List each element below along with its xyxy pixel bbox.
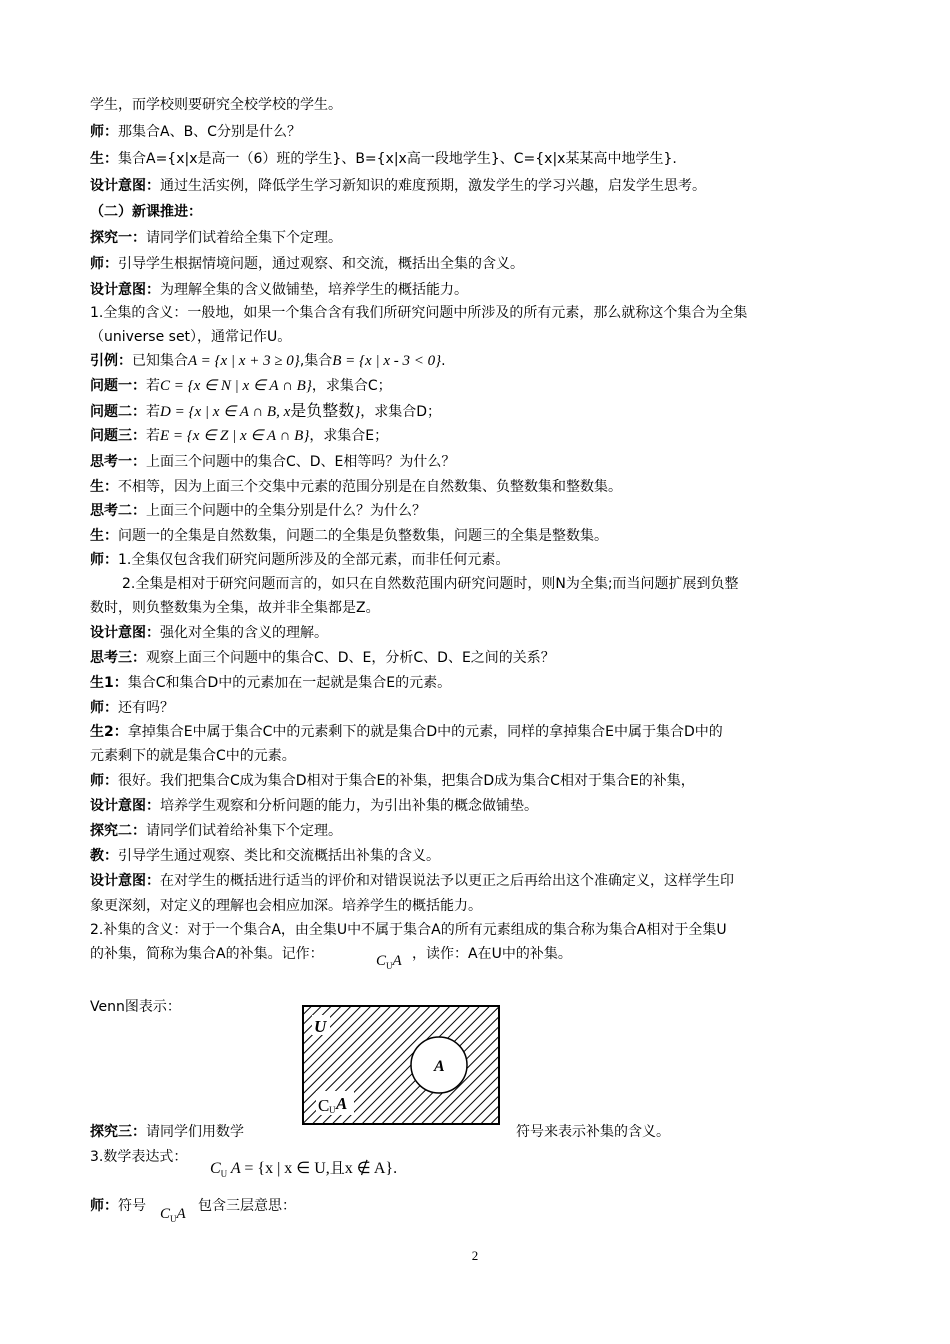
line-label: 生：: [90, 479, 118, 495]
text-line: [90, 795, 538, 817]
problem-one: 问题一：若C = {x ∈ N | x ∈ A ∩ B}，求集合C；: [90, 378, 392, 394]
line-text: 3.数学表达式：: [90, 1149, 188, 1165]
line-text: 引导学生通过观察、类比和交流概括出补集的含义。: [118, 848, 440, 864]
text-line: [90, 647, 555, 669]
line-text: 培养学生观察和分析问题的能力，为引出补集的概念做铺垫。: [160, 798, 538, 814]
line-text: 强化对全集的含义的理解。: [160, 625, 328, 641]
line-text: 拿掉集合E中属于集合C中的元素剩下的就是集合D中的元素，同样的拿掉集合E中属于集合D中的: [127, 724, 723, 740]
text-line: [90, 672, 451, 694]
set-A-expression: A = {x | x + 3 ≥ 0}: [188, 353, 300, 369]
text-line: [90, 721, 723, 743]
line-text: Venn图表示：: [90, 999, 181, 1015]
text-line: [90, 201, 202, 223]
text-line: [90, 549, 509, 571]
line-text: 1.全集的含义：一般地，如果一个集合含有我们所研究问题中所涉及的所有元素，那么就称这个集合为全集: [90, 305, 748, 321]
line-label: 思考一：: [90, 454, 146, 470]
line-label: 探究二：: [90, 823, 146, 839]
text-line: [90, 227, 342, 249]
complement-symbol: $C_UA$: [376, 953, 402, 971]
line-label: 生：: [90, 151, 118, 167]
line-text: 数时，则负整数集为全集，故并非全集都是Z。: [90, 600, 380, 616]
line-label: （二）新课推进：: [90, 204, 202, 220]
line-label: 思考三：: [90, 650, 146, 666]
problem-three: 问题三：若E = {x ∈ Z | x ∈ A ∩ B}，求集合E；: [90, 428, 389, 444]
line-text: 很好。我们把集合C成为集合D相对于集合E的补集，把集合D成为集合C相对于集合E的补集，: [118, 773, 695, 789]
line-text: （universe set），通常记作U。: [90, 329, 292, 345]
line-label: 师：: [90, 256, 118, 272]
text-line: [90, 279, 468, 301]
text-line: [90, 476, 622, 498]
line-label: 设计意图：: [90, 873, 160, 889]
text-line: [90, 500, 426, 522]
line-text: 上面三个问题中的集合C、D、E相等吗？为什么？: [146, 454, 456, 470]
line-text: 集合A={x|x是高一（6）班的学生}、B={x|x高一段地学生}、C={x|x某某高中地学生}.: [118, 151, 677, 167]
complement-label-sub: U: [329, 1105, 336, 1115]
complement-definition-line: 的补集，简称为集合A的补集。记作：: [90, 946, 324, 962]
line-text: 还有吗？: [118, 700, 174, 716]
line-text: 象更深刻，对定义的理解也会相应加深。培养学生的概括能力。: [90, 898, 482, 914]
set-E-expression: E = {x ∈ Z | x ∈ A ∩ B}: [160, 428, 310, 444]
text-line: [90, 451, 455, 473]
text-line: [90, 895, 482, 917]
text-line: [90, 253, 524, 275]
line-text: 不相等，因为上面三个交集中元素的范围分别是在自然数集、负整数集和整数集。: [118, 479, 622, 495]
text-line: [90, 175, 706, 197]
problem-two: 问题二：若D = {x | x ∈ A ∩ B, x是负整数}，求集合D；: [90, 401, 442, 420]
line-text: 请同学们试着给全集下个定理。: [146, 230, 342, 246]
line-text: 在对学生的概括进行适当的评价和对错误说法予以更正之后再给出这个准确定义，这样学生印: [160, 873, 734, 889]
line-label: 师：: [90, 700, 118, 716]
line-label: 设计意图：: [90, 282, 160, 298]
line-text: 1.全集仅包含我们研究问题所涉及的全部元素，而非任何元素。: [118, 552, 510, 568]
set-C-expression: C = {x ∈ N | x ∈ A ∩ B}: [160, 378, 312, 394]
text-line: [90, 697, 174, 719]
example-line: 引例：已知集合A = {x | x + 3 ≥ 0},集合B = {x | x - 3 < 0}.: [90, 353, 446, 369]
teacher-symbol-line: 师：符号: [90, 1198, 146, 1214]
text-line: [90, 148, 677, 170]
teacher-symbol-tail: 包含三层意思：: [198, 1198, 296, 1214]
text-line: [90, 770, 695, 792]
text-line: [90, 597, 380, 619]
text-line: [90, 302, 747, 324]
page-number: 2: [471, 1248, 479, 1263]
set-B-expression: B = {x | x - 3 < 0}: [332, 353, 442, 369]
line-text: 为理解全集的含义做铺垫，培养学生的概括能力。: [160, 282, 468, 298]
text-line: [90, 1146, 187, 1168]
text-line: [90, 326, 291, 348]
text-line: [90, 745, 296, 767]
explore-three-tail: 符号来表示补集的含义。: [516, 1124, 670, 1140]
line-label: 思考二：: [90, 503, 146, 519]
line-label: 生：: [90, 528, 118, 544]
line-label: 设计意图：: [90, 625, 160, 641]
line-text: 上面三个问题中的全集分别是什么？为什么？: [146, 503, 426, 519]
line-text: 引导学生根据情境问题，通过观察、和交流，概括出全集的含义。: [118, 256, 524, 272]
text-line: [90, 820, 342, 842]
line-text: 通过生活实例，降低学生学习新知识的难度预期，激发学生的学习兴趣，启发学生思考。: [160, 178, 706, 194]
line-label: 师：: [90, 552, 118, 568]
universal-label: U: [314, 1017, 327, 1036]
complement-formula: $C_U$ A = {x | x ∈ U,且x ∉ A}.: [210, 1159, 398, 1180]
text-line: [90, 121, 301, 143]
line-text: 请同学们试着给补集下个定理。: [146, 823, 342, 839]
text-line: [90, 870, 734, 892]
complement-label-a: A: [336, 1094, 348, 1113]
line-label: 设计意图：: [90, 798, 160, 814]
set-A-label: A: [434, 1058, 445, 1075]
line-label: 教：: [90, 848, 118, 864]
line-text: 2.补集的含义：对于一个集合A，由全集U中不属于集合A的所有元素组成的集合称为集合A相对于全集U: [90, 922, 727, 938]
line-text: 观察上面三个问题中的集合C、D、E，分析C、D、E之间的关系？: [146, 650, 555, 666]
text-line: [90, 845, 440, 867]
line-label: 师：: [90, 773, 118, 789]
line-text: 学生，而学校则要研究全校学校的学生。: [90, 97, 342, 113]
text-line: [90, 996, 181, 1018]
line-label: 生2：: [90, 724, 128, 740]
text-line: [90, 622, 328, 644]
complement-symbol-2: $C_UA$: [160, 1206, 186, 1224]
text-line: [90, 919, 727, 941]
line-text: 2.全集是相对于研究问题而言的，如只在自然数范围内研究问题时，则N为全集;而当问题扩展到负整: [122, 576, 739, 592]
line-text: 那集合A、B、C分别是什么？: [118, 124, 301, 140]
line-label: 探究一：: [90, 230, 146, 246]
complement-label-c: C: [318, 1096, 330, 1115]
text-line: [90, 94, 342, 116]
explore-three-line: 探究三：请同学们用数学: [90, 1124, 244, 1140]
text-line: [90, 525, 608, 547]
complement-reading: ，读作：A在U中的补集。: [412, 946, 572, 962]
line-label: 生1：: [90, 675, 128, 691]
line-text: 元素剩下的就是集合C中的元素。: [90, 748, 296, 764]
line-label: 设计意图：: [90, 178, 160, 194]
line-label: 师：: [90, 124, 118, 140]
line-text: 集合C和集合D中的元素加在一起就是集合E的元素。: [127, 675, 452, 691]
venn-diagram: [302, 1005, 500, 1125]
text-line: [122, 573, 739, 595]
line-text: 问题一的全集是自然数集，问题二的全集是负整数集，问题三的全集是整数集。: [118, 528, 608, 544]
set-D-expression: D = {x | x ∈ A ∩ B, x: [160, 404, 291, 420]
